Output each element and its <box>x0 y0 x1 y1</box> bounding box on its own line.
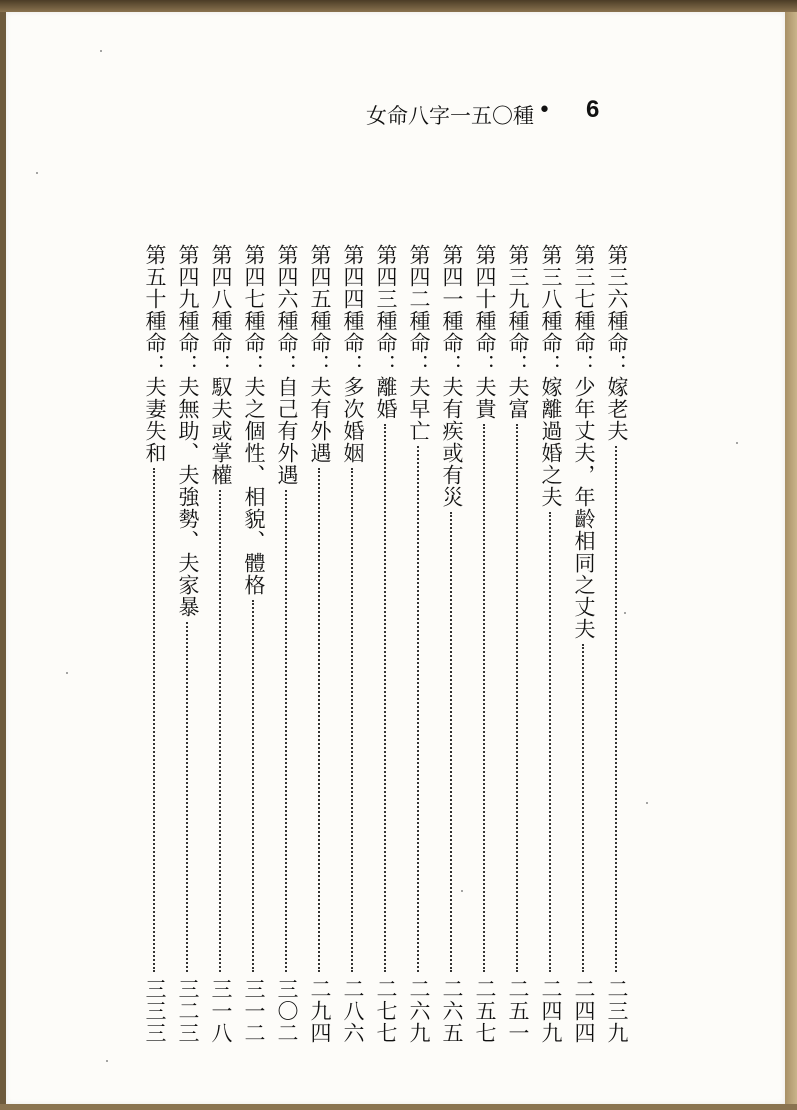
toc-entry-49[interactable] <box>172 244 204 1044</box>
entry-title: 第四六種命：自己有外遇 <box>275 244 299 486</box>
dot-leader <box>285 490 287 972</box>
table-of-contents <box>6 12 785 1104</box>
entry-title: 第四一種命：夫有疾或有災 <box>440 244 464 508</box>
dot-leader <box>153 468 155 972</box>
scan-speck <box>461 890 463 892</box>
dot-leader <box>186 622 188 972</box>
dot-leader <box>483 424 485 972</box>
dot-leader <box>384 424 386 972</box>
scan-speck <box>100 50 102 52</box>
entry-page-number: 二八六 <box>341 978 365 1044</box>
entry-title: 第四十種命：夫貴 <box>473 244 497 420</box>
dot-leader <box>252 600 254 972</box>
entry-title: 第五十種命：夫妻失和 <box>143 244 167 464</box>
scan-speck <box>106 1060 108 1062</box>
toc-entry-37[interactable] <box>568 244 600 1044</box>
entry-page-number: 二五一 <box>506 978 530 1044</box>
entry-page-number: 二九四 <box>308 978 332 1044</box>
dot-leader <box>219 490 221 972</box>
entry-page-number: 二三九 <box>605 978 629 1044</box>
dot-leader <box>417 446 419 972</box>
entry-title: 第三九種命：夫富 <box>506 244 530 420</box>
scan-right-border <box>785 12 797 1110</box>
scan-speck <box>36 172 38 174</box>
entry-title: 第四四種命：多次婚姻 <box>341 244 365 464</box>
dot-leader <box>582 644 584 972</box>
toc-entry-38[interactable] <box>535 244 567 1044</box>
entry-title: 第三七種命：少年丈夫，年齡相同之丈夫 <box>572 244 596 640</box>
dot-leader <box>351 468 353 972</box>
title-bullet: • <box>538 98 551 123</box>
entry-page-number: 三一二 <box>242 978 266 1044</box>
entry-page-number: 二四九 <box>539 978 563 1044</box>
entry-page-number: 三二三 <box>176 978 200 1044</box>
toc-entry-46[interactable] <box>271 244 303 1044</box>
scan-top-border <box>0 0 797 12</box>
entry-page-number: 二七七 <box>374 978 398 1044</box>
scan-speck <box>66 672 68 674</box>
entry-page-number: 三〇二 <box>275 978 299 1044</box>
toc-entry-40[interactable] <box>469 244 501 1044</box>
toc-entry-42[interactable] <box>403 244 435 1044</box>
entry-title: 第三八種命：嫁離過婚之夫 <box>539 244 563 508</box>
toc-entry-50[interactable] <box>139 244 171 1044</box>
toc-entry-39[interactable] <box>502 244 534 1044</box>
entry-title: 第四三種命：離婚 <box>374 244 398 420</box>
toc-entry-41[interactable] <box>436 244 468 1044</box>
dot-leader <box>450 512 452 972</box>
scan-speck <box>624 612 626 614</box>
dot-leader <box>516 424 518 972</box>
toc-entry-43[interactable] <box>370 244 402 1044</box>
entry-title: 第三六種命：嫁老夫 <box>605 244 629 442</box>
scan-bottom-border <box>0 1104 797 1110</box>
dot-leader <box>615 446 617 972</box>
entry-page-number: 三三三 <box>143 978 167 1044</box>
entry-title: 第四八種命：馭夫或掌權 <box>209 244 233 486</box>
entry-page-number: 二四四 <box>572 978 596 1044</box>
entry-title: 第四九種命：夫無助、夫強勢、夫家暴 <box>176 244 200 618</box>
toc-entry-45[interactable] <box>304 244 336 1044</box>
scan-speck <box>646 802 648 804</box>
toc-entry-44[interactable] <box>337 244 369 1044</box>
book-title: 女命八字一五〇種 <box>366 104 534 128</box>
toc-entry-47[interactable] <box>238 244 270 1044</box>
scan-speck <box>736 442 738 444</box>
dot-leader <box>318 468 320 972</box>
toc-entry-36[interactable] <box>601 244 633 1044</box>
entry-page-number: 二五七 <box>473 978 497 1044</box>
entry-page-number: 三一八 <box>209 978 233 1044</box>
entry-title: 第四七種命：夫之個性、相貌、體格 <box>242 244 266 596</box>
entry-page-number: 二六五 <box>440 978 464 1044</box>
book-page <box>6 12 785 1104</box>
entry-title: 第四五種命：夫有外遇 <box>308 244 332 464</box>
dot-leader <box>549 512 551 972</box>
toc-entry-48[interactable] <box>205 244 237 1044</box>
entry-title: 第四二種命：夫早亡 <box>407 244 431 442</box>
page-number: 6 <box>586 96 600 123</box>
entry-page-number: 二六九 <box>407 978 431 1044</box>
